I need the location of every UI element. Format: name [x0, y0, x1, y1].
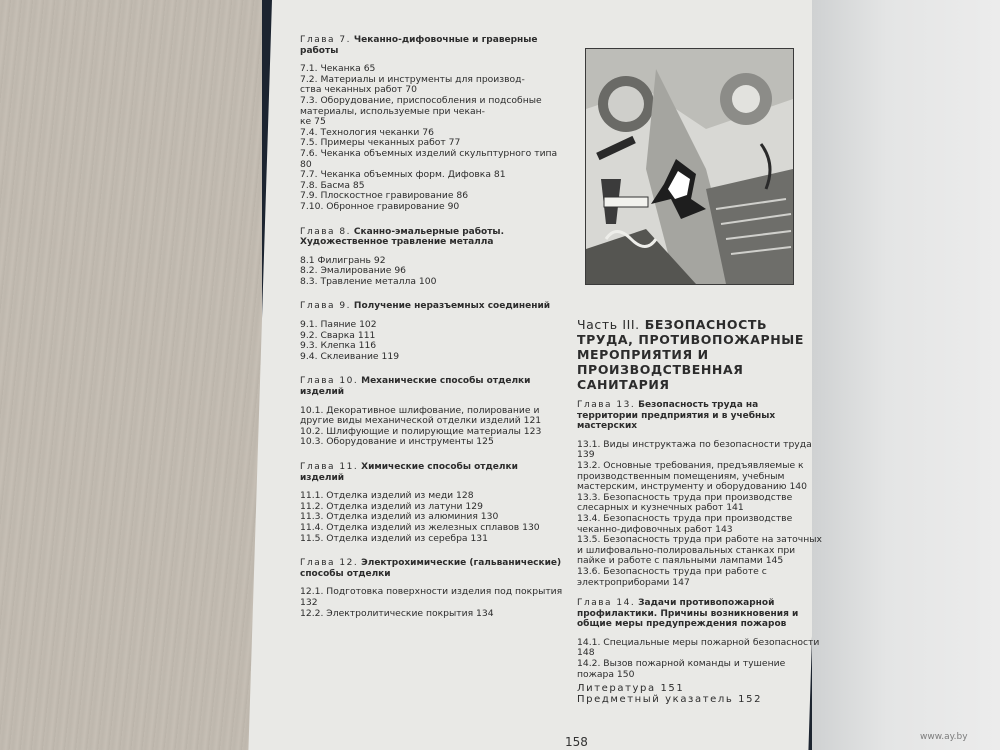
chapter-14 [577, 598, 822, 680]
toc-entry: 12.1. Подготовка поверхности изделия под покрытия 132 [300, 586, 563, 608]
part-prefix: Часть III. [577, 317, 640, 332]
toc-entry: 8.1 Филигрань 92 [300, 254, 386, 266]
toc-entry: 13.2. Основные требования, предъявляемые к производственным помещениям, учебным мастерским, инструменту и оборудованию 140 [577, 459, 807, 493]
chapter-title: Химические способы отделки изделий [300, 462, 518, 483]
toc-entry: 7.6. Чеканка объемных изделий скульптурного типа 80 [300, 147, 558, 170]
chapter-11 [300, 462, 565, 544]
chapter-label: Глава 8. [300, 226, 352, 237]
toc-entry: 7.3. Оборудование, приспособления и подсобные материалы, используемые при чекан- [300, 94, 542, 117]
part-heading [577, 317, 822, 392]
toc-entry: 9.4. Склеивание 119 [300, 350, 400, 362]
chapter-title: Электрохимические (гальванические) способы отделки [300, 558, 562, 579]
toc-entry: 7.2. Материалы и инструменты для производ- [300, 73, 525, 85]
toc-entry: 9.2. Сварка 111 [300, 329, 376, 341]
chapter-title: Механические способы отделки изделий [300, 376, 531, 398]
toc-entry: 13.6. Безопасность труда при работе с электроприборами 147 [577, 565, 767, 588]
subject-index-entry: Предметный указатель 152 [577, 693, 763, 705]
toc-entry: ства чеканных работ 70 [300, 84, 417, 96]
toc-entry: 7.5. Примеры чеканных работ 77 [300, 137, 461, 149]
toc-entry: 12.2. Электролитические покрытия 134 [300, 607, 494, 619]
watermark: www.ay.by [920, 732, 968, 742]
chapter-label: Глава 14. [577, 598, 636, 609]
toc-entry: 7.9. Плоскостное гравирование 86 [300, 190, 469, 202]
chapter-12 [300, 558, 565, 619]
toc-entry: 10.1. Декоративное шлифование, полирование и другие виды механической отделки изделий 121 [300, 404, 542, 427]
table-of-contents [300, 35, 820, 750]
toc-entry: 7.1. Чеканка 65 [300, 63, 376, 75]
chapter-title: Безопасность труда на территории предприятия и в учебных мастерских [577, 400, 776, 432]
chapter-label: Глава 7. [300, 35, 352, 45]
chapter-title: Сканно-эмальерные работы. Художественное травление металла [300, 226, 504, 248]
chapter-9 [300, 301, 565, 362]
toc-entry: 13.5. Безопасность труда при работе на заточных и шлифовально-полировальных станках при пайке и работе с паяльными лампами 145 [577, 534, 822, 567]
chapter-label: Глава 10. [300, 376, 359, 387]
chapter-title: Задачи противопожарной профилактики. Причины возникновения и общие меры предупреждения пожаров [577, 598, 799, 630]
toc-entry: 13.4. Безопасность труда при производстве чеканно-дифовочных работ 143 [577, 512, 793, 535]
toc-entry: 9.1. Паяние 102 [300, 319, 377, 331]
toc-entry: 13.3. Безопасность труда при производстве слесарных и кузнечных работ 141 [577, 491, 793, 514]
toc-entry: 10.2. Шлифующие и полирующие материалы 123 [300, 425, 542, 437]
facing-page [812, 0, 1000, 750]
toc-entry: 11.3. Отделка изделий из алюминия 130 [300, 511, 499, 523]
toc-entry: 9.3. Клепка 116 [300, 340, 377, 352]
toc-entry: 8.3. Травление металла 100 [300, 275, 437, 287]
toc-entry: ке 75 [300, 116, 326, 128]
toc-left-column [300, 35, 565, 619]
toc-entry: 7.7. Чеканка объемных форм. Дифовка 81 [300, 169, 506, 181]
chapter-label: Глава 9. [300, 301, 352, 312]
chapter-label: Глава 12. [300, 558, 359, 569]
chapter-7 [300, 35, 565, 213]
toc-entry: 7.10. Обронное гравирование 90 [300, 200, 460, 212]
chapter-title: Чеканно-дифовочные и граверные работы [300, 35, 538, 56]
toc-entry: 8.2. Эмалирование 96 [300, 265, 407, 277]
toc-right-column [577, 317, 822, 705]
chapter-title: Получение неразъемных соединений [353, 301, 551, 312]
chapter-10 [300, 376, 565, 448]
part-title: БЕЗОПАСНОСТЬ ТРУДА, ПРОТИВОПОЖАРНЫЕ МЕРОПРИЯТИЯ И ПРОИЗВОДСТВЕННАЯ САНИТАРИЯ [577, 317, 804, 392]
toc-entry: 13.1. Виды инструктажа по безопасности труда 139 [577, 438, 812, 461]
toc-entry: 11.2. Отделка изделий из латуни 129 [300, 500, 483, 512]
chapter-13 [577, 400, 822, 588]
literature-entry: Литература 151 [577, 683, 685, 695]
toc-entry: 14.1. Специальные меры пожарной безопасности 148 [577, 636, 820, 659]
toc-entry: 11.1. Отделка изделий из меди 128 [300, 490, 474, 502]
page-number: 158 [565, 735, 588, 749]
chapter-label: Глава 13. [577, 400, 636, 410]
toc-entry: 10.3. Оборудование и инструменты 125 [300, 436, 494, 448]
toc-entry: 7.4. Технология чеканки 76 [300, 126, 434, 138]
chapter-label: Глава 11. [300, 462, 359, 472]
chapter-8 [300, 227, 565, 288]
toc-entry: 11.5. Отделка изделий из серебра 131 [300, 532, 489, 544]
toc-entry: 14.2. Вызов пожарной команды и тушение пожара 150 [577, 658, 786, 680]
toc-entry: 11.4. Отделка изделий из железных сплавов 130 [300, 521, 540, 533]
toc-entry: 7.8. Басма 85 [300, 179, 365, 191]
